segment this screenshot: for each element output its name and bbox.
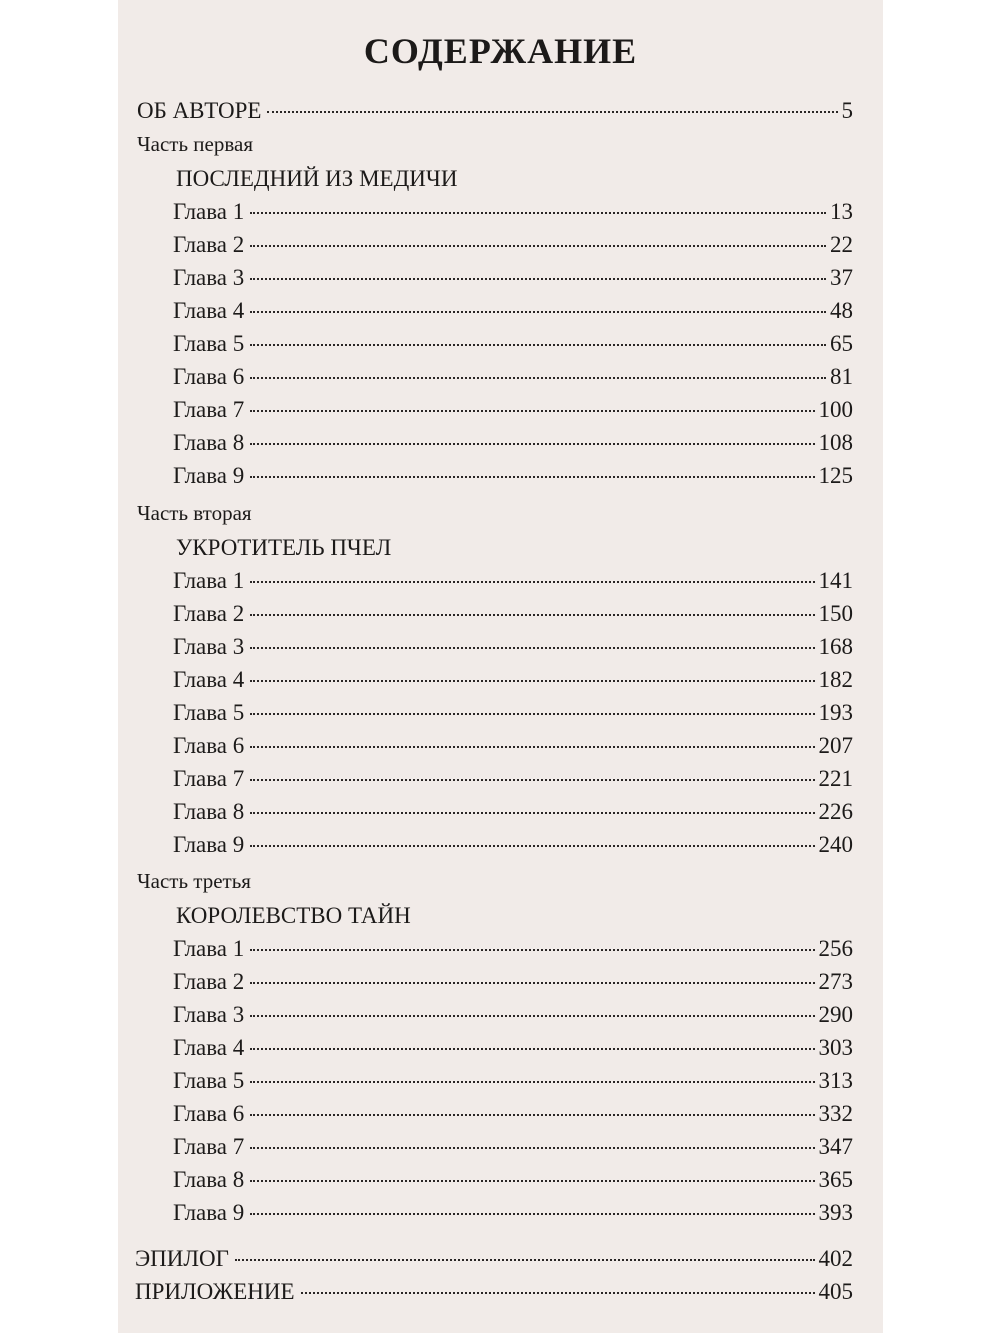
toc-entry-page: 290: [818, 1002, 853, 1027]
toc-entry-label: Глава 6: [173, 1101, 245, 1126]
toc-entry-label: Глава 4: [173, 1035, 245, 1060]
toc-entry-label: ПРИЛОЖЕНИЕ: [135, 1279, 295, 1304]
dot-leader: [250, 1114, 814, 1116]
toc-entry-page: 150: [818, 601, 853, 626]
toc-entry-label: Глава 2: [173, 969, 245, 994]
toc-entry-chapter: [173, 327, 853, 360]
toc-entry-chapter: [173, 663, 853, 696]
toc-entry-page: 168: [818, 634, 853, 659]
dot-leader: [250, 245, 826, 247]
dot-leader: [250, 812, 814, 814]
toc-entry-label: Глава 3: [173, 634, 245, 659]
toc-entry-epilogue: [135, 1242, 853, 1275]
dot-leader: [250, 377, 826, 379]
toc-entry-label: Глава 3: [173, 1002, 245, 1027]
toc-entry-label: Глава 4: [173, 667, 245, 692]
toc-entry-about: [137, 94, 853, 127]
toc-entry-page: 81: [830, 364, 853, 389]
dot-leader: [250, 614, 814, 616]
toc-entry-chapter: [173, 729, 853, 762]
toc-entry-label: Глава 6: [173, 733, 245, 758]
toc-entry-page: 5: [841, 98, 853, 123]
toc-entry-page: 13: [830, 199, 853, 224]
toc-entry-page: 182: [818, 667, 853, 692]
dot-leader: [250, 647, 814, 649]
toc-entry-label: Глава 7: [173, 766, 245, 791]
toc-entry-label: Глава 8: [173, 430, 245, 455]
dot-leader: [250, 278, 826, 280]
part-subtitle: ПОСЛЕДНИЙ ИЗ МЕДИЧИ: [176, 166, 458, 191]
toc-entry-chapter: [173, 597, 853, 630]
toc-entry-page: 221: [818, 766, 853, 791]
toc-entry-page: 347: [818, 1134, 853, 1159]
dot-leader: [250, 1081, 814, 1083]
dot-leader: [267, 111, 837, 113]
toc-entry-chapter: [173, 228, 853, 261]
dot-leader: [250, 680, 814, 682]
toc-entry-page: 108: [818, 430, 853, 455]
dot-leader: [250, 982, 814, 984]
toc-entry-appendix: [135, 1275, 853, 1308]
dot-leader: [250, 581, 814, 583]
toc-entry-chapter: [173, 630, 853, 663]
page-title: СОДЕРЖАНИЕ: [363, 31, 638, 71]
dot-leader: [250, 1015, 814, 1017]
toc-entry-page: 313: [818, 1068, 853, 1093]
toc-entry-page: 402: [818, 1246, 853, 1271]
toc-entry-page: 22: [830, 232, 853, 257]
toc-entry-page: 365: [818, 1167, 853, 1192]
dot-leader: [250, 1213, 814, 1215]
dot-leader: [250, 949, 814, 951]
toc-entry-chapter: [173, 932, 853, 965]
toc-entry-label: Глава 9: [173, 1200, 245, 1225]
dot-leader: [250, 311, 826, 313]
toc-entry-label: ЭПИЛОГ: [135, 1246, 229, 1271]
toc-entry-page: 226: [818, 799, 853, 824]
toc-entry-page: 405: [818, 1279, 853, 1304]
toc-entry-label: Глава 9: [173, 832, 245, 857]
toc-entry-chapter: [173, 393, 853, 426]
toc-entry-label: Глава 1: [173, 199, 245, 224]
part-subtitle: КОРОЛЕВСТВО ТАЙН: [176, 903, 411, 928]
toc-entry-page: 48: [830, 298, 853, 323]
dot-leader: [250, 443, 814, 445]
toc-entry-label: Глава 1: [173, 568, 245, 593]
toc-entry-label: ОБ АВТОРЕ: [137, 98, 262, 123]
toc-entry-label: Глава 8: [173, 799, 245, 824]
book-page: [118, 0, 883, 1333]
toc-entry-label: Глава 2: [173, 232, 245, 257]
toc-entry-chapter: [173, 459, 853, 492]
toc-entry-chapter: [173, 294, 853, 327]
part-label: Часть первая: [137, 132, 253, 156]
toc-entry-chapter: [173, 1031, 853, 1064]
toc-entry-page: 193: [818, 700, 853, 725]
toc-entry-label: Глава 5: [173, 700, 245, 725]
toc-entry-page: 273: [818, 969, 853, 994]
toc-entry-chapter: [173, 998, 853, 1031]
toc-entry-label: Глава 2: [173, 601, 245, 626]
toc-entry-label: Глава 9: [173, 463, 245, 488]
toc-entry-label: Глава 4: [173, 298, 245, 323]
toc-entry-chapter: [173, 795, 853, 828]
toc-entry-page: 125: [818, 463, 853, 488]
toc-entry-label: Глава 1: [173, 936, 245, 961]
toc-entry-chapter: [173, 1097, 853, 1130]
dot-leader: [250, 845, 814, 847]
toc-entry-page: 332: [818, 1101, 853, 1126]
toc-entry-page: 37: [830, 265, 853, 290]
toc-entry-chapter: [173, 1130, 853, 1163]
toc-entry-label: Глава 3: [173, 265, 245, 290]
toc-entry-chapter: [173, 426, 853, 459]
toc-entry-page: 303: [818, 1035, 853, 1060]
toc-entry-chapter: [173, 762, 853, 795]
dot-leader: [250, 1147, 814, 1149]
dot-leader: [301, 1292, 815, 1294]
toc-entry-page: 393: [818, 1200, 853, 1225]
toc-entry-page: 65: [830, 331, 853, 356]
dot-leader: [250, 410, 814, 412]
dot-leader: [250, 1048, 814, 1050]
toc-entry-chapter: [173, 261, 853, 294]
toc-entry-label: Глава 6: [173, 364, 245, 389]
toc-entry-label: Глава 7: [173, 397, 245, 422]
toc-entry-chapter: [173, 564, 853, 597]
toc-entry-page: 141: [818, 568, 853, 593]
toc-entry-page: 256: [818, 936, 853, 961]
toc-entry-label: Глава 5: [173, 331, 245, 356]
dot-leader: [235, 1259, 815, 1261]
dot-leader: [250, 476, 814, 478]
toc-entry-label: Глава 5: [173, 1068, 245, 1093]
toc-entry-chapter: [173, 1163, 853, 1196]
dot-leader: [250, 713, 814, 715]
dot-leader: [250, 1180, 814, 1182]
dot-leader: [250, 344, 826, 346]
part-subtitle: УКРОТИТЕЛЬ ПЧЕЛ: [176, 535, 392, 560]
toc-entry-chapter: [173, 195, 853, 228]
toc-entry-chapter: [173, 828, 853, 861]
part-label: Часть третья: [137, 869, 251, 893]
toc-entry-label: Глава 7: [173, 1134, 245, 1159]
toc-entry-page: 100: [818, 397, 853, 422]
dot-leader: [250, 212, 826, 214]
toc-entry-chapter: [173, 1064, 853, 1097]
part-label: Часть вторая: [137, 501, 252, 525]
dot-leader: [250, 779, 814, 781]
toc-entry-chapter: [173, 696, 853, 729]
toc-entry-chapter: [173, 965, 853, 998]
toc-entry-chapter: [173, 360, 853, 393]
toc-entry-label: Глава 8: [173, 1167, 245, 1192]
toc-entry-page: 207: [818, 733, 853, 758]
toc-entry-chapter: [173, 1196, 853, 1229]
dot-leader: [250, 746, 814, 748]
toc-entry-page: 240: [818, 832, 853, 857]
